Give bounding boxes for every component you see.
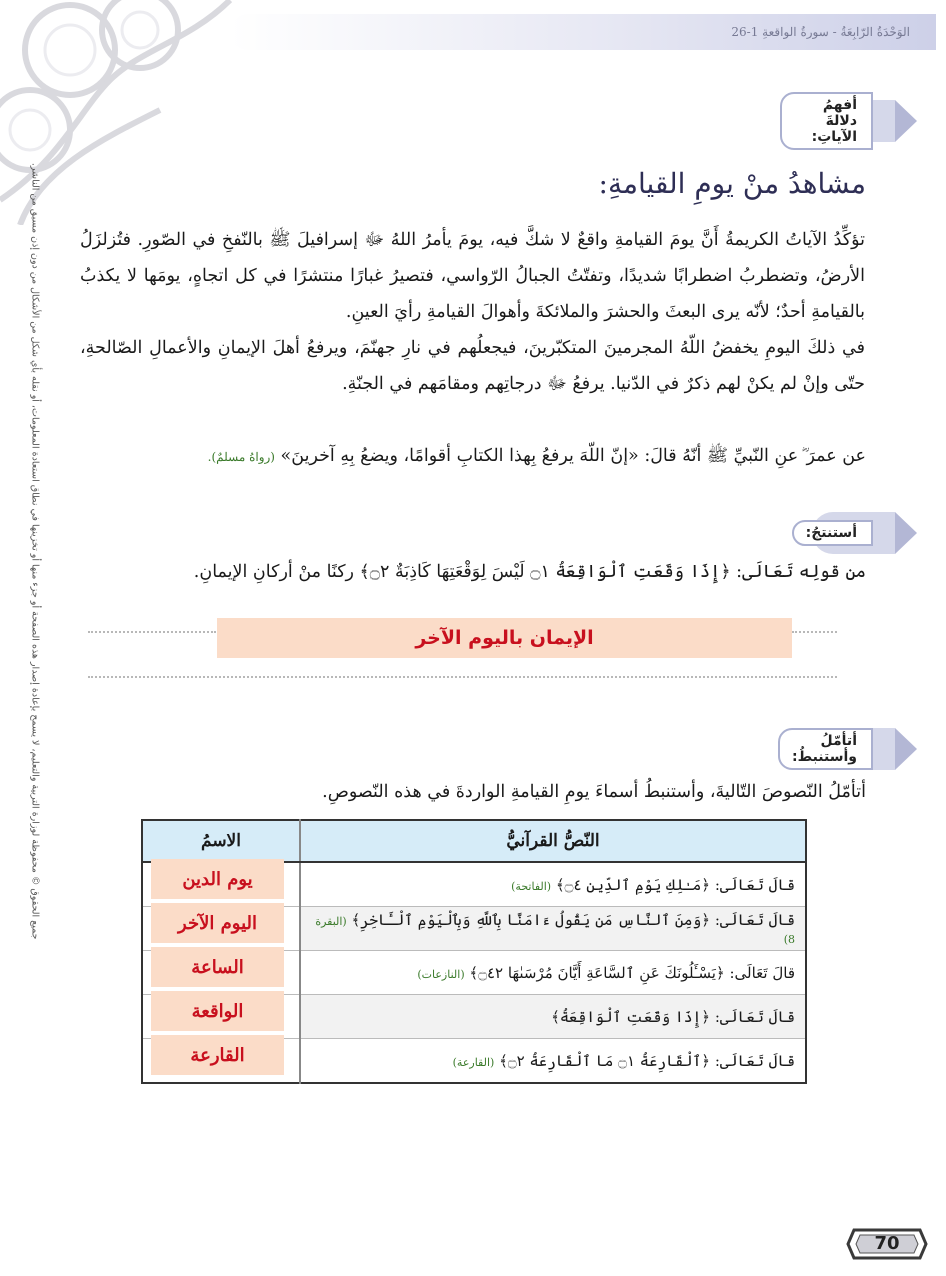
name-answer[interactable]: الساعة: [151, 947, 284, 987]
verse-text: قالَ تَعَالَى: ﴿إِذَا وَقَعَتِ ٱلْوَاقِعَةُ﴾: [551, 1007, 795, 1026]
hadith: [208, 444, 866, 470]
verse-ref: (القارعة): [452, 1055, 495, 1069]
verse-text: قالَ تَعَالَى: ﴿ٱلْقَارِعَةُ ۝١ مَا ٱلْقَارِعَةُ ۝٢﴾: [499, 1051, 795, 1070]
verse-cell: [300, 862, 806, 907]
understand-badge-label: أفهمُ دلالةَ الآياتِ:: [780, 92, 873, 150]
verse-cell: [300, 907, 806, 951]
table-row: [142, 995, 806, 1039]
hadith-text: عن عمرَ ؓ عنِ النّبيِّ ﷺ أنّهُ قالَ: «إنّ اللّهَ يرفعُ بِهذا الكتابِ أقوامًا، ويضعُ بِهِ آخرينَ»: [280, 446, 866, 466]
table-header-name: الاسمُ: [142, 820, 300, 862]
table-row: [142, 1039, 806, 1084]
table-row: [142, 951, 806, 995]
dotted-line: [88, 631, 216, 633]
name-cell: [142, 862, 300, 907]
name-cell: [142, 951, 300, 995]
reflect-instruction: أتأمّلُ النّصوصَ التّاليةَ، وأستنبطُ أسماءَ يومِ القيامةِ الواردةَ في هذه النّصوصِ.: [322, 782, 866, 802]
verse-ref: (النازعات): [417, 967, 465, 981]
name-cell: [142, 907, 300, 951]
verse-cell: [300, 1039, 806, 1084]
deduce-answer[interactable]: الإيمان باليوم الآخر: [217, 618, 792, 658]
reflect-badge: [780, 728, 895, 770]
deduce-question: من قولِه تَعَالَى: ﴿إِذَا وَقَعَتِ ٱلْوَاقِعَةُ ۝١ لَيْسَ لِوَقْعَتِهَا كَاذِبَةٌ ۝٢﴾ ركنًا منْ أركانِ الإيمانِ.: [193, 562, 866, 582]
verse-cell: [300, 995, 806, 1039]
page-number: 70: [874, 1233, 900, 1254]
verse-ref: (الفاتحة): [511, 879, 552, 893]
names-table: [141, 819, 807, 1084]
name-answer[interactable]: القارعة: [151, 1035, 284, 1075]
hadith-source: (رواهُ مسلمٌ).: [207, 450, 275, 464]
table-row: [142, 862, 806, 907]
name-answer[interactable]: يوم الدين: [151, 859, 284, 899]
paragraph-1: تؤكِّدُ الآياتُ الكريمةُ أَنَّ يومَ القيامةِ واقعٌ لا شكَّ فيه، يومَ يأمرُ اللهُ ﷻ إسرافيلَ ﷺ بالنّفخِ في الصّورِ. فتُزلزَلُ الأرضُ، وتضطربُ اضطرابًا شديدًا، وتفتّتُ الجبالُ الرّواسي، فتصيرُ غبارًا منتشرًا في كل اتجاهٍ، يومَها لا يكذبُ بالقيامةِ أحدٌ؛ لأنّه يرى البعثَ والحشرَ والملائكةَ وأهوالَ القيامةِ رأيَ العينِ.: [80, 230, 865, 322]
unit-header: الوَحْدَةُ الرّابِعَةُ - سورةُ الواقعةِ 1-26: [731, 25, 910, 39]
verse-text: قالَ تَعَالَى: ﴿مَـٰلِكِ يَوْمِ ٱلدِّينِ ۝٤﴾: [555, 875, 795, 894]
table-header-verse: النّصُّ القرآنيُّ: [300, 820, 806, 862]
deduce-badge: [805, 512, 895, 554]
verse-ref: (البقرة 8): [315, 914, 795, 946]
reflect-badge-label: أتأمّلُ وأستنبطُ:: [778, 728, 873, 770]
name-answer[interactable]: اليوم الآخر: [151, 903, 284, 943]
paragraph-2: في ذلكَ اليومِ يخفضُ اللّهُ المجرمينَ المتكبّرينَ، فيجعلُهم في نارِ جهنّمَ، ويرفعُ أهلَ الإيمانِ والأعمالِ الصّالحةِ، حتّى وإنْ لم يكنْ لهم ذكرٌ في الدّنيا. يرفعُ ﷻ درجاتِهم ومقامَهم في الجنّةِ.: [80, 338, 865, 394]
name-answer[interactable]: الواقعة: [151, 991, 284, 1031]
name-cell: [142, 995, 300, 1039]
table-row: [142, 907, 806, 951]
understand-badge: [780, 97, 895, 145]
name-cell: [142, 1039, 300, 1084]
dotted-line: [88, 676, 837, 678]
verse-cell: [300, 951, 806, 995]
copyright-note: جميع الحقوق © محفوظة لوزارة التربية والتعليم، لا يسمح بإعادة إصدار هذه الصفحة أو جزء منها أو تخزينها في نطاق استعادة المعلومات، أو نقله بأي شكل من الأشكال من دون إذن مسبق من الناشر.: [29, 162, 41, 940]
section-title: مشاهدُ منْ يومِ القيامةِ:: [598, 167, 866, 200]
dotted-line: [792, 631, 837, 633]
verse-text: قالَ تَعَالَى: ﴿وَمِنَ ٱلنَّاسِ مَن يَقُولُ ءَامَنَّا بِٱللَّهِ وَبِٱلْيَوْمِ ٱلْـَٔاخِرِ﴾: [351, 910, 795, 929]
verse-text: قالَ تَعَالَى: ﴿يَسْـَٔلُونَكَ عَنِ ٱلسَّاعَةِ أَيَّانَ مُرْسَىٰهَا ۝٤٢﴾: [469, 963, 795, 982]
deduce-badge-label: أستنتجُ:: [792, 520, 873, 546]
